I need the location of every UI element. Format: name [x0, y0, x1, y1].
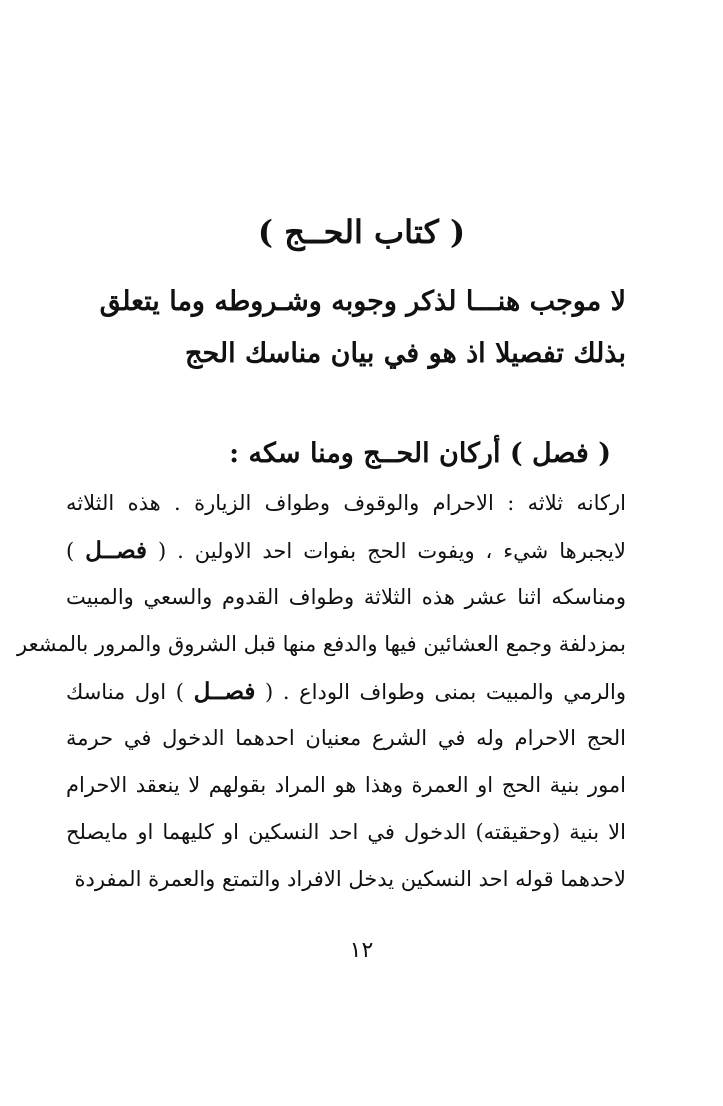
body-line-text: الا بنية (وحقيقته) الدخول في احد النسكين او كليهما او مايصلح [66, 820, 626, 844]
body-line-text-after: ) [66, 539, 75, 563]
body-line [66, 527, 626, 574]
intro-line: بذلك تفصيلا اذ هو في بيان مناسك الحج [185, 338, 626, 369]
body-line [66, 480, 626, 527]
intro-paragraph [66, 276, 626, 380]
body-line [17, 621, 626, 668]
body-paragraph [17, 480, 627, 903]
fasl-label: فصــل [85, 537, 148, 564]
body-line-text: لايجبرها شيء ، ويفوت الحج بفوات احد الاولين . ( [157, 539, 626, 563]
body-line [66, 715, 626, 762]
body-line [66, 574, 626, 621]
body-line-text: ومناسكه اثنا عشر هذه الثلاثة وطواف القدوم والسعي والمبيت [66, 585, 626, 609]
page-number: ١٢ [349, 938, 374, 963]
intro-line: لا موجب هنـــا لذكر وجوبه وشـروطه وما يتعلق [99, 286, 626, 317]
body-line-text-after: ) اول مناسك [66, 680, 184, 704]
body-line-text: الحج الاحرام وله في الشرع معنيان احدهما الدخول في حرمة [66, 726, 626, 750]
body-line-text: بمزدلفة وجمع العشائين فيها والدفع منها قبل الشروق والمرور بالمشعر [17, 632, 626, 656]
chapter-title: ( كتاب الحــج ) [257, 213, 466, 251]
body-line-text: والرمي والمبيت بمنى وطواف الوداع . ( [265, 680, 627, 704]
body-line [66, 762, 626, 809]
body-line [66, 856, 626, 903]
body-line [66, 809, 626, 856]
fasl-label: فصــل [193, 678, 256, 705]
body-line-text: لاحدهما قوله احد النسكين يدخل الافراد والتمتع والعمرة المفردة [74, 867, 626, 891]
body-line-text: اركانه ثلاثه : الاحرام والوقوف وطواف الزيارة . هذه الثلاثه [66, 491, 626, 515]
body-line-text: امور بنية الحج او العمرة وهذا هو المراد بقولهم لا ينعقد الاحرام [66, 773, 626, 797]
body-line [66, 668, 626, 715]
section-title: ( فصل ) أركان الحــج ومنا سكه : [229, 438, 611, 469]
